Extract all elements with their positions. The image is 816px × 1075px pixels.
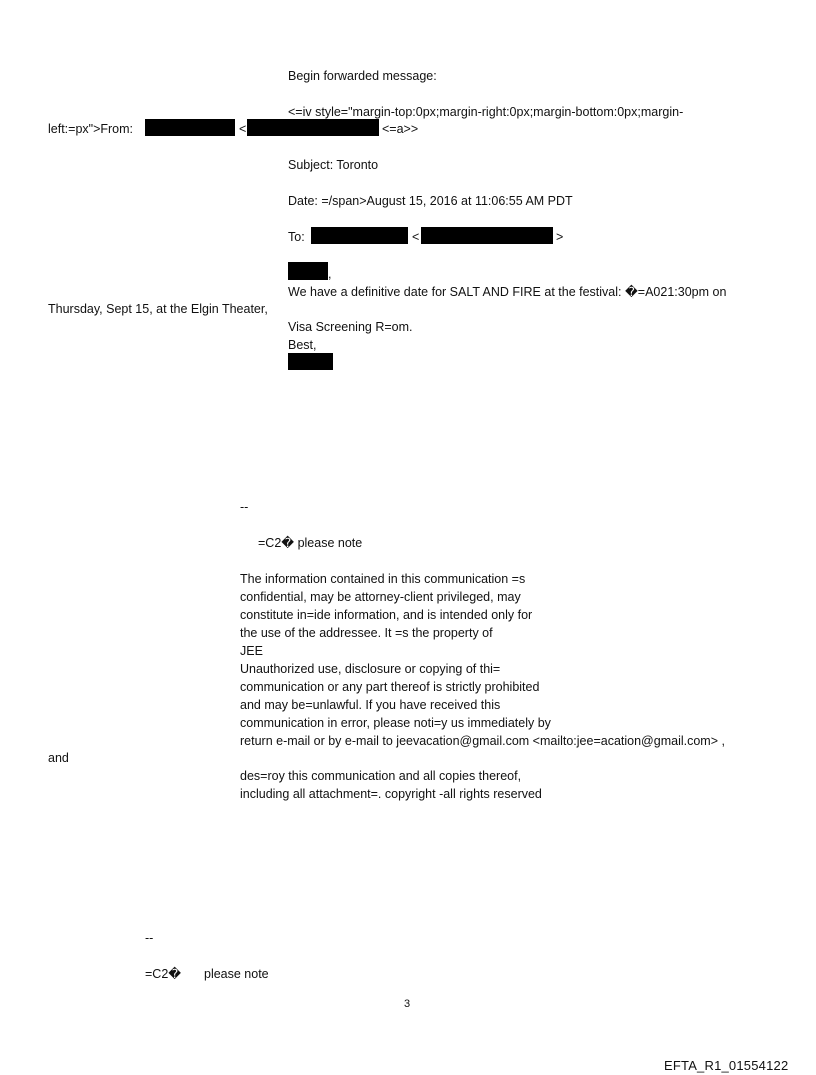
second-note-prefix: =C2� [145, 967, 182, 981]
disclaimer-line: communication in error, please noti=y us immediately by [240, 716, 551, 730]
to-label: To: [288, 230, 305, 244]
to-lt: < [412, 230, 420, 244]
message-line-3: Visa Screening R=om. [288, 320, 413, 334]
disclaimer-separator: -- [240, 500, 249, 514]
disclaimer-line: Unauthorized use, disclosure or copying of thi= [240, 662, 501, 676]
disclaimer-line: including all attachment=. copyright -all rights reserved [240, 787, 542, 801]
message-line-1: We have a definitive date for SALT AND FIRE at the festival: �=A021:30pm on [288, 285, 727, 299]
redacted-to-name [311, 227, 408, 244]
disclaimer-note: =C2� please note [258, 536, 363, 550]
date-line: Date: =/span>August 15, 2016 at 11:06:55 AM PDT [288, 194, 573, 208]
redacted-from-email [247, 119, 379, 136]
redacted-greeting-name [288, 262, 328, 280]
second-note-text: please note [204, 967, 269, 981]
to-gt: > [556, 230, 564, 244]
disclaimer-line: return e-mail or by e-mail to jeevacation@gmail.com <mailto:jee=acation@gmail.com> , [240, 734, 725, 748]
from-html-fragment: <=iv style="margin-top:0px;margin-right:0px;margin-bottom:0px;margin- [288, 105, 684, 119]
redacted-signature [288, 353, 333, 370]
disclaimer-line: des=roy this communication and all copies thereof, [240, 769, 522, 783]
disclaimer-line: constitute in=ide information, and is intended only for [240, 608, 533, 622]
disclaimer-line: and may be=unlawful. If you have received this [240, 698, 501, 712]
message-closing: Best, [288, 338, 317, 352]
subject-line: Subject: Toronto [288, 158, 379, 172]
greeting-comma: , [328, 267, 332, 281]
document-id-footer: EFTA_R1_01554122 [664, 1058, 789, 1073]
disclaimer-line: confidential, may be attorney-client privileged, may [240, 590, 521, 604]
message-line-2: Thursday, Sept 15, at the Elgin Theater, [48, 302, 268, 316]
disclaimer-line: The information contained in this communication =s [240, 572, 526, 586]
page-number: 3 [404, 998, 411, 1010]
disclaimer-and: and [48, 751, 69, 765]
from-label: left:=px">From: [48, 122, 134, 136]
redacted-from-name [145, 119, 235, 136]
disclaimer-line: the use of the addressee. It =s the property of [240, 626, 493, 640]
redacted-to-email [421, 227, 553, 244]
from-suffix: <=a>> [382, 122, 419, 136]
second-separator: -- [145, 931, 154, 945]
from-lt: < [239, 122, 247, 136]
disclaimer-line: communication or any part thereof is strictly prohibited [240, 680, 540, 694]
disclaimer-line: JEE [240, 644, 263, 658]
forwarded-heading: Begin forwarded message: [288, 69, 437, 83]
